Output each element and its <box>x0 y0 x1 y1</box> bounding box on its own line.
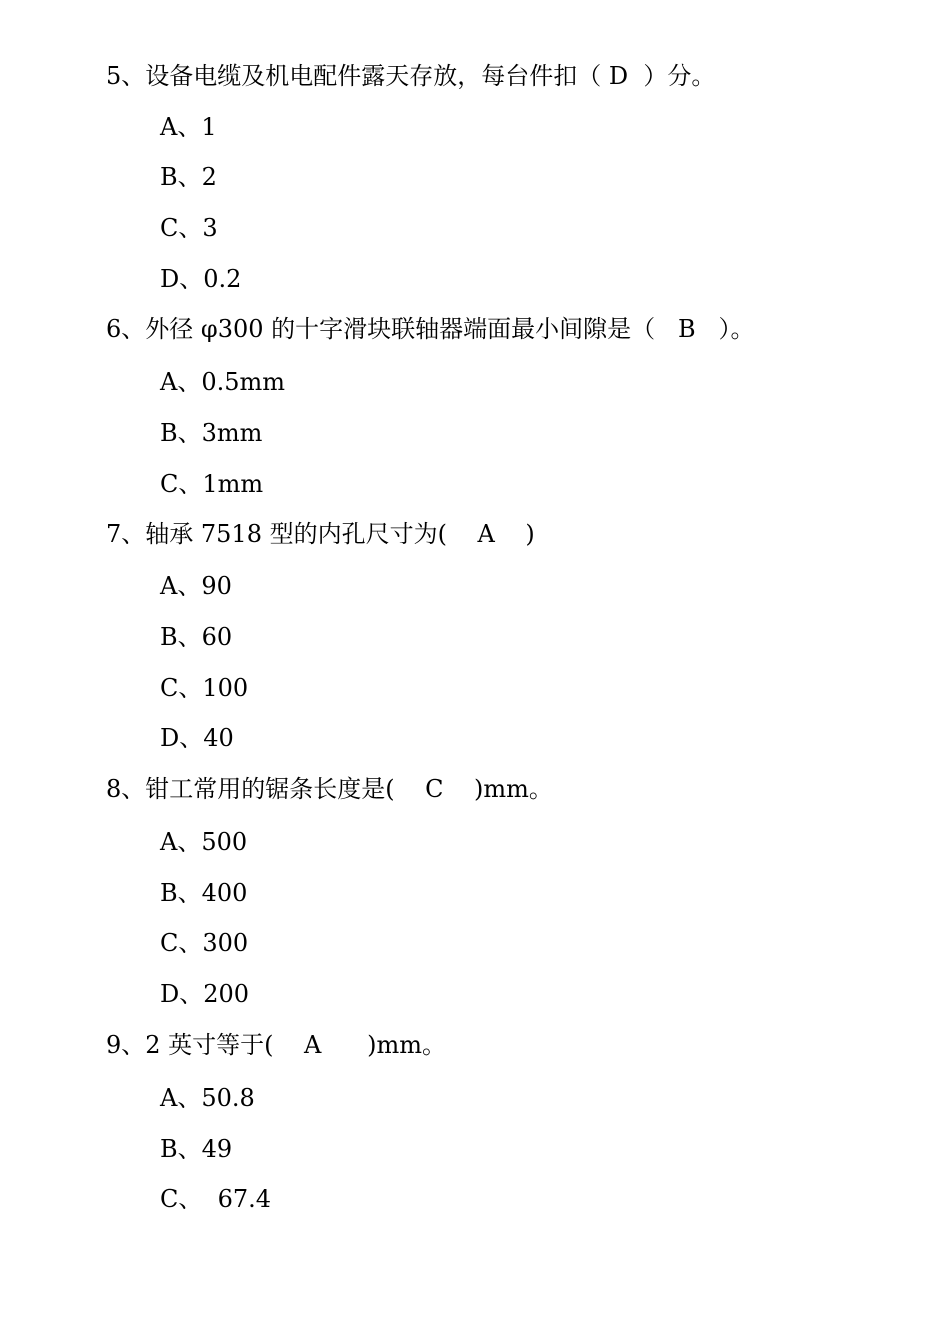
question-7-option-d: D、40 <box>160 724 234 752</box>
question-6-option-b: B、3mm <box>160 419 263 447</box>
question-9: 9、2 英寸等于( A )mm。 <box>106 1031 447 1059</box>
question-9-option-c: C、 67.4 <box>160 1185 272 1213</box>
question-6-option-a: A、0.5mm <box>160 368 286 396</box>
question-8-option-c: C、300 <box>160 929 249 957</box>
question-8: 8、钳工常用的锯条长度是( C )mm。 <box>106 775 553 803</box>
question-8-option-d: D、200 <box>160 980 250 1008</box>
question-6: 6、外径 φ300 的十字滑块联轴器端面最小间隙是（ B ）。 <box>106 315 755 343</box>
question-7: 7、轴承 7518 型的内孔尺寸为( A ) <box>106 520 535 548</box>
question-9-option-a: A、50.8 <box>160 1084 255 1112</box>
question-5-option-c: C、3 <box>160 214 218 242</box>
question-8-option-b: B、400 <box>160 879 248 907</box>
question-8-option-a: A、500 <box>160 828 248 856</box>
question-9-option-b: B、49 <box>160 1135 233 1163</box>
question-5-option-a: A、1 <box>160 113 217 141</box>
question-5-option-b: B、2 <box>160 163 217 191</box>
question-7-option-a: A、90 <box>160 572 232 600</box>
question-7-option-c: C、100 <box>160 674 249 702</box>
question-6-option-c: C、1mm <box>160 470 264 498</box>
question-5-option-d: D、0.2 <box>160 265 242 293</box>
question-7-option-b: B、60 <box>160 623 233 651</box>
question-5: 5、设备电缆及机电配件露天存放，每台件扣（ D ）分。 <box>106 62 716 90</box>
